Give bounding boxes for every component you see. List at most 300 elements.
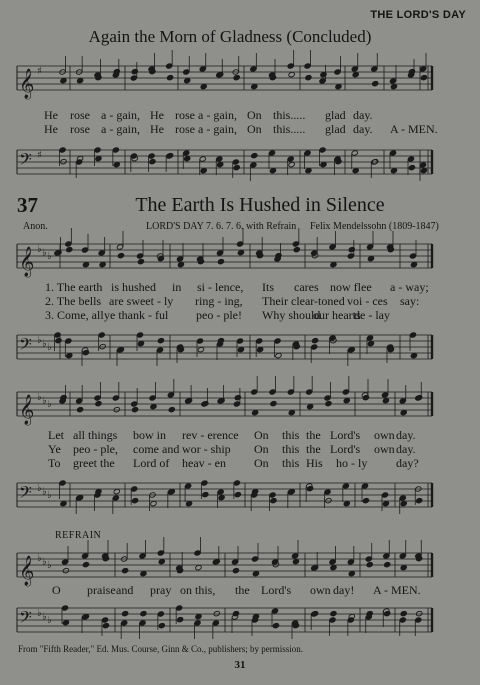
- note-head: [195, 614, 202, 620]
- note-head: [196, 338, 203, 344]
- lyric-word: this: [282, 442, 300, 456]
- lyric-word: wor - ship: [182, 442, 231, 456]
- note-head: [382, 501, 389, 507]
- note-head: [233, 401, 240, 407]
- note-head: [150, 501, 157, 507]
- key-signature-icon: ♭: [47, 251, 52, 262]
- note-head: [216, 250, 223, 256]
- key-signature-icon: ♭: [47, 342, 52, 353]
- lyric-word: a - way;: [390, 280, 429, 294]
- note-head: [275, 353, 282, 359]
- note-head: [342, 483, 349, 489]
- note-head: [216, 156, 223, 162]
- lyric-word: peo - ple!: [196, 308, 242, 322]
- note-head: [199, 156, 206, 162]
- key-signature-icon: ♭: [42, 556, 47, 568]
- key-signature-icon: ♭: [47, 560, 52, 571]
- note-head: [415, 617, 422, 623]
- note-head: [95, 401, 102, 407]
- lyric-word: pray: [150, 583, 172, 597]
- note-head: [65, 241, 72, 247]
- note-head: [122, 611, 129, 617]
- note-head: [167, 153, 174, 159]
- lyric-word: 3. Come, all: [45, 308, 104, 322]
- note-head: [400, 501, 407, 507]
- note-head: [292, 241, 299, 247]
- note-head: [348, 347, 355, 353]
- note-head: [270, 498, 277, 504]
- note-head: [217, 162, 224, 168]
- note-head: [361, 483, 368, 489]
- note-head: [233, 165, 240, 171]
- note-head: [347, 617, 354, 623]
- note-head: [136, 332, 143, 338]
- note-head: [55, 338, 62, 344]
- lyric-word: rose: [70, 122, 90, 136]
- note-head: [99, 262, 106, 268]
- lyric-word: voi - ces: [347, 294, 388, 308]
- note-head: [76, 398, 83, 404]
- note-head: [330, 565, 337, 571]
- lyric-word: are sweet - ly: [109, 294, 174, 308]
- note-head: [131, 401, 138, 407]
- note-head: [158, 623, 165, 629]
- note-head: [319, 78, 326, 84]
- key-signature-icon: ♭: [42, 247, 47, 259]
- note-head: [384, 562, 391, 568]
- note-head: [409, 332, 416, 338]
- lyric-word: our hearts: [313, 308, 361, 322]
- note-head: [343, 501, 350, 507]
- key-signature-icon: ♭: [42, 338, 47, 350]
- note-head: [167, 75, 174, 81]
- note-head: [131, 69, 138, 75]
- note-head: [95, 156, 102, 162]
- note-head: [312, 611, 319, 617]
- note-head: [202, 401, 209, 407]
- system2-treble-staff: [0, 384, 480, 434]
- note-head: [177, 262, 184, 268]
- note-head: [202, 492, 209, 498]
- note-head: [94, 147, 101, 153]
- note-head: [213, 559, 220, 565]
- refrain-label: REFRAIN: [55, 530, 102, 541]
- lyric-word: He: [44, 108, 58, 122]
- note-head: [407, 156, 414, 162]
- lyric-word: in: [172, 280, 182, 294]
- note-head: [82, 350, 89, 356]
- lyric-word: On: [254, 456, 269, 470]
- note-head: [94, 395, 101, 401]
- note-head: [288, 72, 295, 78]
- lyric-word: a - gain,: [198, 108, 237, 122]
- note-head: [98, 332, 105, 338]
- note-head: [366, 562, 373, 568]
- note-head: [324, 395, 331, 401]
- lyric-word: day.: [396, 428, 416, 442]
- lyric-word: this.....: [273, 122, 306, 136]
- note-head: [307, 486, 314, 492]
- lyric-word: 2. The bells: [45, 294, 102, 308]
- lyric-word: the: [235, 583, 250, 597]
- note-head: [366, 335, 373, 341]
- note-head: [381, 492, 388, 498]
- note-head: [400, 611, 407, 617]
- note-head: [82, 262, 89, 268]
- note-head: [250, 66, 257, 72]
- note-head: [218, 398, 225, 404]
- note-head: [132, 407, 139, 413]
- continuation-title: Again the Morn of Gladness (Concluded): [88, 27, 372, 46]
- hymn-title: The Earth Is Hushed in Silence: [135, 194, 385, 216]
- note-head: [365, 556, 372, 562]
- note-head: [81, 247, 88, 253]
- note-head: [117, 253, 124, 259]
- note-head: [329, 617, 336, 623]
- note-head: [59, 147, 66, 153]
- lyric-word: Its: [262, 280, 274, 294]
- note-head: [408, 165, 415, 171]
- note-head: [102, 623, 109, 629]
- note-head: [176, 605, 183, 611]
- note-head: [237, 347, 244, 353]
- note-head: [77, 495, 84, 501]
- lyric-word: say:: [400, 294, 420, 308]
- lyric-word: si - lence,: [197, 280, 244, 294]
- note-head: [304, 150, 311, 156]
- tune-meter: LORD'S DAY 7. 6. 7. 6. with Refrain: [146, 221, 297, 232]
- key-signature-icon: ♭: [37, 391, 42, 403]
- note-head: [231, 559, 238, 565]
- lyric-word: a - gain,: [101, 122, 140, 136]
- note-head: [409, 253, 416, 259]
- note-head: [236, 338, 243, 344]
- note-head: [66, 353, 73, 359]
- note-head: [325, 401, 332, 407]
- lyric-word: His: [306, 456, 323, 470]
- note-head: [136, 253, 143, 259]
- note-head: [168, 489, 175, 495]
- note-head: [287, 63, 294, 69]
- note-head: [183, 150, 190, 156]
- lyric-word: day.: [396, 442, 416, 456]
- lyric-word: On: [254, 442, 269, 456]
- note-head: [291, 553, 298, 559]
- note-head: [311, 344, 318, 350]
- lyric-word: On: [247, 108, 262, 122]
- note-head: [234, 395, 241, 401]
- lyric-word: bow in: [133, 428, 166, 442]
- note-head: [399, 495, 406, 501]
- note-head: [148, 153, 155, 159]
- note-head: [272, 623, 279, 629]
- note-head: [400, 565, 407, 571]
- lyric-word: rose: [70, 108, 90, 122]
- note-head: [343, 398, 350, 404]
- treble-clef-icon: 𝄞: [19, 69, 35, 99]
- note-head: [236, 241, 243, 247]
- bass-clef-icon: 𝄢: [19, 482, 32, 506]
- note-head: [329, 244, 336, 250]
- note-head: [269, 168, 276, 174]
- note-head: [98, 250, 105, 256]
- lyric-word: cares: [294, 280, 319, 294]
- lyric-word: rose: [175, 122, 195, 136]
- hymn-author: Anon.: [23, 221, 48, 232]
- lyric-word: glad: [325, 122, 346, 136]
- note-head: [66, 247, 73, 253]
- lyric-word: rev - erence: [182, 428, 239, 442]
- note-head: [389, 78, 396, 84]
- note-head: [320, 72, 327, 78]
- note-head: [113, 69, 120, 75]
- note-head: [367, 256, 374, 262]
- lyric-word: Lord's: [330, 442, 361, 456]
- treble-clef-icon: 𝄞: [19, 247, 35, 277]
- note-head: [101, 617, 108, 623]
- note-head: [150, 404, 157, 410]
- lyric-word: O: [52, 583, 61, 597]
- lyric-word: day!: [333, 583, 355, 597]
- note-head: [287, 156, 294, 162]
- note-head: [305, 75, 312, 81]
- key-signature-icon: ♭: [37, 243, 42, 255]
- note-head: [257, 347, 264, 353]
- lyric-word: rose: [175, 108, 195, 122]
- note-head: [371, 66, 378, 72]
- note-head: [139, 553, 146, 559]
- note-head: [352, 72, 359, 78]
- note-head: [112, 395, 119, 401]
- lyric-word: the: [306, 428, 321, 442]
- note-head: [195, 565, 202, 571]
- note-head: [82, 614, 89, 620]
- lyric-word: On: [254, 428, 269, 442]
- note-head: [121, 620, 128, 626]
- key-signature-icon: ♭: [37, 482, 42, 494]
- note-head: [176, 256, 183, 262]
- treble-clef-icon: 𝄞: [19, 556, 35, 586]
- note-head: [200, 168, 207, 174]
- key-signature-icon: ♯: [37, 149, 42, 161]
- bass-clef-icon: 𝄢: [19, 149, 32, 173]
- note-head: [256, 338, 263, 344]
- note-head: [351, 150, 358, 156]
- note-head: [366, 611, 373, 617]
- section-header: THE LORD'S DAY: [370, 9, 466, 21]
- note-head: [185, 398, 192, 404]
- note-head: [362, 498, 369, 504]
- note-head: [76, 159, 83, 165]
- note-head: [197, 347, 204, 353]
- key-signature-icon: ♭: [42, 611, 47, 623]
- note-head: [342, 389, 349, 395]
- note-head: [324, 489, 331, 495]
- refrain-bass-staff: [0, 600, 480, 648]
- note-head: [113, 489, 120, 495]
- note-head: [252, 614, 259, 620]
- lyric-word: Let: [48, 428, 64, 442]
- note-head: [251, 84, 258, 90]
- note-head: [55, 250, 62, 256]
- note-head: [372, 81, 379, 87]
- note-head: [252, 571, 259, 577]
- continuation-bass-staff: [0, 142, 480, 192]
- note-head: [384, 611, 391, 617]
- note-head: [233, 480, 240, 486]
- note-head: [251, 389, 258, 395]
- note-head: [65, 338, 72, 344]
- lyric-word: praise: [87, 583, 116, 597]
- note-head: [61, 559, 68, 565]
- note-head: [381, 392, 388, 398]
- note-head: [410, 262, 417, 268]
- continuation-treble-staff: [0, 58, 480, 108]
- lyric-word: this: [282, 428, 300, 442]
- lyric-word: heav - en: [182, 456, 226, 470]
- note-head: [274, 338, 281, 344]
- note-head: [177, 617, 184, 623]
- lyric-word: de - lay: [354, 308, 390, 322]
- note-head: [81, 553, 88, 559]
- note-head: [217, 72, 224, 78]
- note-head: [419, 66, 426, 72]
- note-head: [292, 559, 299, 565]
- note-head: [288, 410, 295, 416]
- lyric-word: day.: [353, 122, 373, 136]
- note-head: [185, 483, 192, 489]
- bass-clef-icon: 𝄢: [19, 607, 32, 631]
- note-head: [420, 168, 427, 174]
- bass-clef-icon: 𝄢: [19, 334, 32, 358]
- note-head: [157, 338, 164, 344]
- note-head: [116, 244, 123, 250]
- note-head: [140, 571, 147, 577]
- note-head: [232, 611, 239, 617]
- note-head: [157, 256, 164, 262]
- note-head: [201, 480, 208, 486]
- note-head: [305, 168, 312, 174]
- system1-bass-staff: [0, 327, 480, 377]
- note-head: [166, 63, 173, 69]
- note-head: [112, 495, 119, 501]
- key-signature-icon: ♯: [37, 65, 42, 77]
- note-head: [122, 568, 129, 574]
- key-signature-icon: ♭: [37, 334, 42, 346]
- note-head: [347, 253, 354, 259]
- note-head: [60, 395, 67, 401]
- note-head: [232, 159, 239, 165]
- lyric-word: He: [150, 108, 164, 122]
- note-head: [117, 347, 124, 353]
- note-head: [158, 559, 165, 565]
- note-head: [251, 556, 258, 562]
- note-head: [352, 168, 359, 174]
- note-head: [217, 489, 224, 495]
- note-head: [168, 407, 175, 413]
- note-head: [194, 620, 201, 626]
- lyric-word: a - gain,: [198, 122, 237, 136]
- note-head: [319, 147, 326, 153]
- hymn-number: 37: [17, 193, 38, 217]
- note-head: [390, 168, 397, 174]
- note-head: [59, 480, 66, 486]
- note-head: [112, 147, 119, 153]
- note-head: [420, 75, 427, 81]
- note-head: [320, 162, 327, 168]
- note-head: [269, 492, 276, 498]
- note-head: [293, 247, 300, 253]
- note-head: [167, 392, 174, 398]
- lyric-word: Lord of: [133, 456, 170, 470]
- note-head: [232, 568, 239, 574]
- note-head: [149, 395, 156, 401]
- note-head: [184, 78, 191, 84]
- note-head: [200, 84, 207, 90]
- lyric-word: ring - ing,: [195, 294, 243, 308]
- note-head: [157, 550, 164, 556]
- note-head: [334, 69, 341, 75]
- note-head: [366, 244, 373, 250]
- note-head: [419, 162, 426, 168]
- note-head: [131, 486, 138, 492]
- lyric-word: Lord's: [261, 583, 292, 597]
- lyric-word: A - MEN.: [373, 583, 421, 597]
- lyric-word: ho - ly: [336, 456, 368, 470]
- note-head: [348, 614, 355, 620]
- lyric-word: the: [306, 442, 321, 456]
- note-head: [149, 159, 156, 165]
- lyric-word: A - MEN.: [390, 122, 438, 136]
- lyric-word: own: [374, 428, 395, 442]
- note-head: [288, 162, 295, 168]
- system1-treble-staff: [0, 236, 480, 286]
- lyric-word: Lord's: [330, 428, 361, 442]
- note-head: [389, 150, 396, 156]
- note-head: [60, 78, 67, 84]
- note-head: [156, 347, 163, 353]
- lyric-word: this: [282, 456, 300, 470]
- lyric-word: and: [116, 583, 134, 597]
- note-head: [399, 553, 406, 559]
- lyric-word: Ye: [48, 442, 61, 456]
- lyric-word: He: [150, 122, 164, 136]
- note-head: [77, 407, 84, 413]
- note-head: [234, 492, 241, 498]
- note-head: [77, 156, 84, 162]
- note-head: [382, 398, 389, 404]
- note-head: [61, 605, 68, 611]
- note-head: [233, 75, 240, 81]
- note-head: [399, 398, 406, 404]
- note-head: [218, 495, 225, 501]
- lyric-word: greet the: [73, 456, 115, 470]
- note-head: [399, 617, 406, 623]
- key-signature-icon: ♭: [37, 607, 42, 619]
- lyric-word: now flee: [330, 280, 372, 294]
- note-head: [132, 498, 139, 504]
- note-head: [362, 395, 369, 401]
- lyric-word: this.....: [273, 108, 306, 122]
- note-head: [410, 353, 417, 359]
- note-head: [312, 565, 319, 571]
- key-signature-icon: ♭: [42, 486, 47, 498]
- lyric-word: own: [374, 442, 395, 456]
- lyric-word: is hushed: [111, 280, 156, 294]
- note-head: [351, 66, 358, 72]
- note-head: [217, 338, 224, 344]
- lyric-word: come and: [133, 442, 180, 456]
